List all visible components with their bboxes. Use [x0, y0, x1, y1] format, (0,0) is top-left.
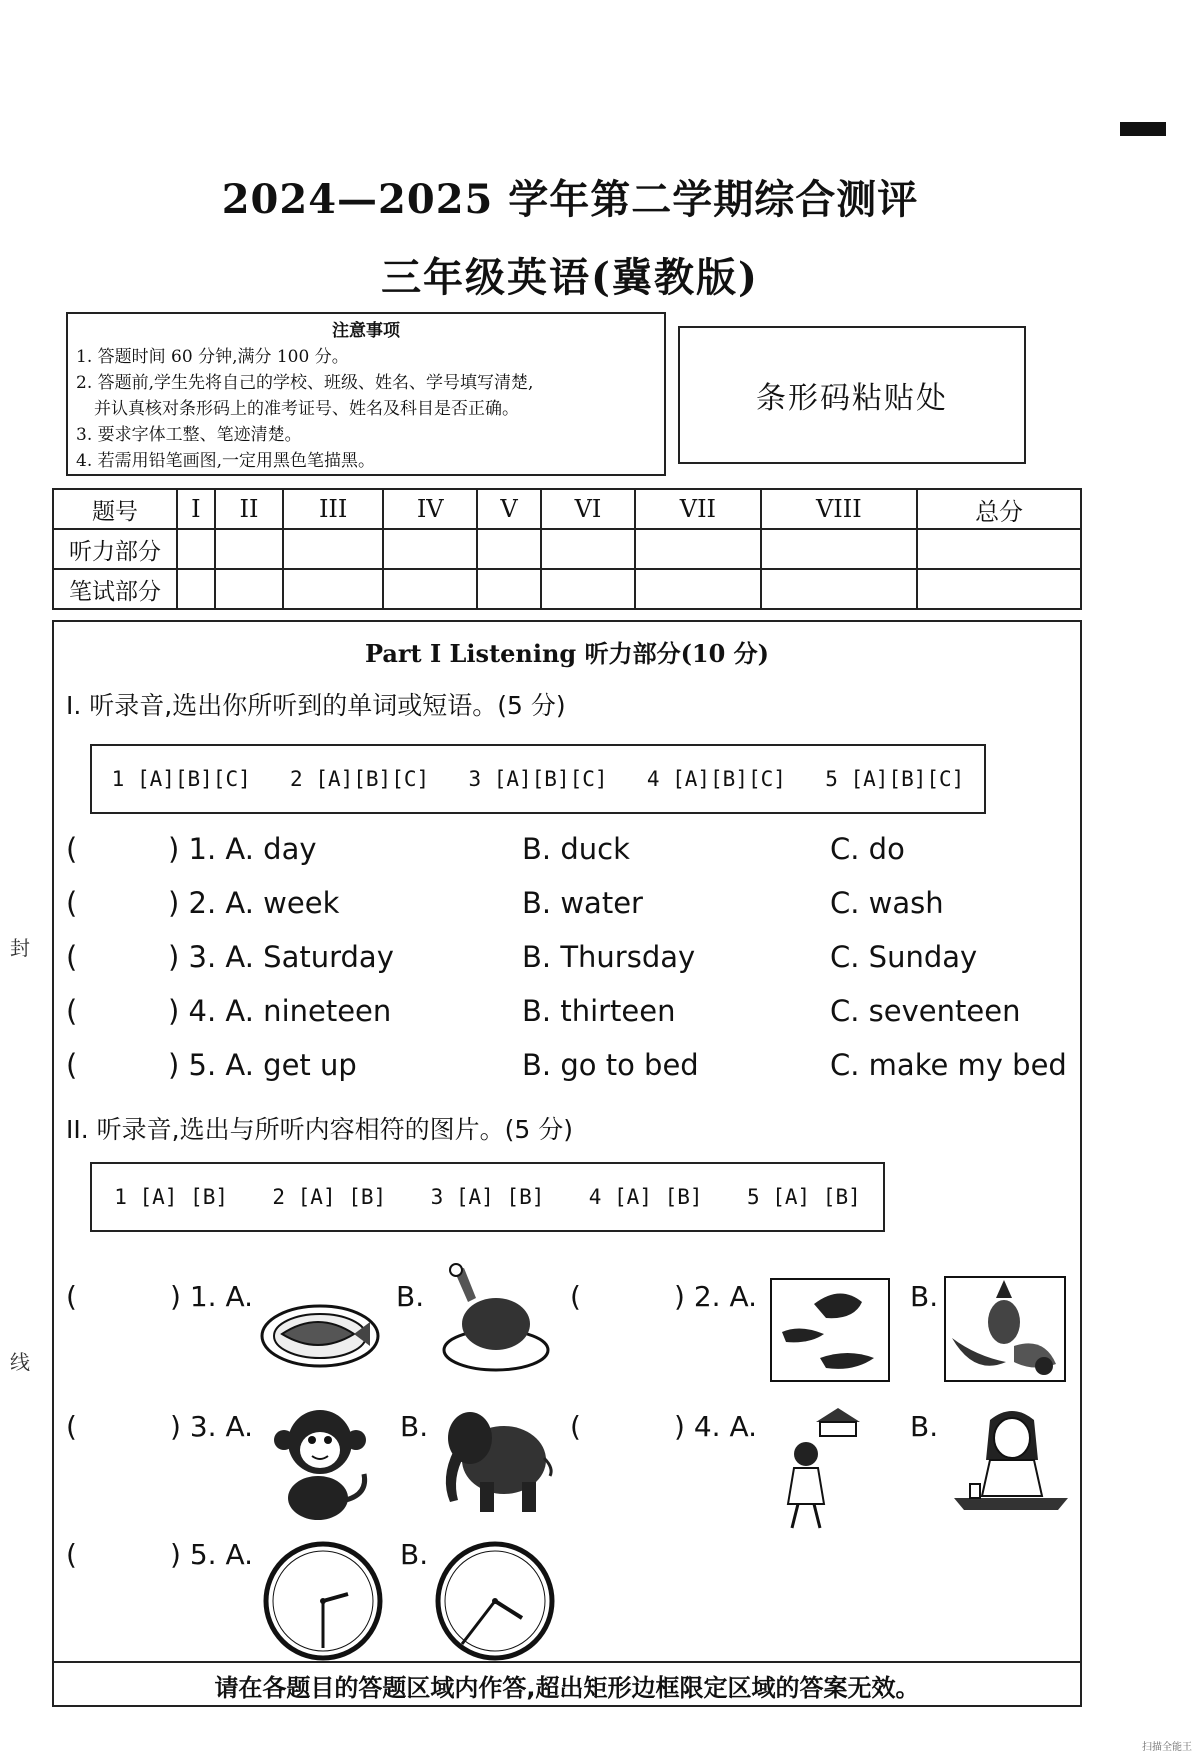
clock-icon — [434, 1540, 556, 1662]
girl-eating-icon — [950, 1404, 1072, 1512]
barcode-label: 条形码粘贴处 — [756, 381, 948, 416]
option-a: ) 4. A. nineteen — [168, 994, 392, 1028]
answer-paren[interactable]: ( — [66, 886, 78, 920]
score-cell[interactable] — [541, 569, 635, 609]
score-cell[interactable] — [635, 529, 760, 569]
notice-item: 并认真核对条形码上的准考证号、姓名及科目是否正确。 — [94, 399, 519, 419]
option-a: ) 3. A. Saturday — [168, 940, 394, 974]
question-row — [66, 832, 1066, 880]
score-cell[interactable] — [215, 529, 284, 569]
option-a: ) 1. A. day — [168, 832, 317, 866]
question-row — [66, 1048, 1066, 1096]
fruit-basket-icon — [944, 1276, 1066, 1382]
corner-mark — [1120, 122, 1166, 136]
meat-pieces-icon — [770, 1278, 890, 1382]
answer-choice[interactable]: 2 [A][B][C] — [290, 767, 430, 791]
score-cell[interactable] — [215, 569, 284, 609]
item-label: ) 3. A. — [170, 1410, 254, 1443]
score-cell[interactable] — [477, 529, 540, 569]
question-row — [66, 886, 1066, 934]
score-table — [52, 488, 1082, 610]
score-header-cell: III — [283, 489, 383, 529]
fish-plate-icon — [258, 1290, 382, 1370]
score-cell[interactable] — [177, 569, 215, 609]
footer-text: 请在各题目的答题区域内作答,超出矩形边框限定区域的答案无效。 — [214, 1673, 920, 1702]
exam-title: 2024—2025 学年第二学期综合测评 — [221, 176, 919, 223]
option-b-label: B. — [400, 1410, 429, 1443]
option-c: C. wash — [830, 886, 944, 920]
score-row-label: 听力部分 — [53, 529, 177, 569]
answer-paren[interactable]: ( — [66, 832, 78, 866]
score-cell[interactable] — [383, 529, 477, 569]
score-cell[interactable] — [283, 569, 383, 609]
score-table-header — [53, 489, 1081, 529]
option-c: C. Sunday — [830, 940, 978, 974]
answer-strip-1 — [90, 744, 986, 814]
option-b: B. Thursday — [522, 940, 696, 974]
answer-choice[interactable]: 5 [A] [B] — [746, 1185, 861, 1209]
score-header-cell: 题号 — [53, 489, 177, 529]
score-header-cell: V — [477, 489, 540, 529]
option-b: B. thirteen — [522, 994, 676, 1028]
option-c: C. make my bed — [830, 1048, 1067, 1082]
score-row-label: 笔试部分 — [53, 569, 177, 609]
answer-choice[interactable]: 2 [A] [B] — [272, 1185, 387, 1209]
score-cell[interactable] — [283, 529, 383, 569]
score-cell[interactable] — [761, 569, 918, 609]
picture-item-2 — [570, 1280, 758, 1313]
option-a: ) 5. A. get up — [168, 1048, 357, 1082]
option-b-label: B. — [910, 1410, 939, 1443]
picture-item-3 — [66, 1410, 254, 1443]
score-header-cell: VI — [541, 489, 635, 529]
option-c: C. do — [830, 832, 905, 866]
picture-item-5 — [66, 1538, 254, 1571]
score-row-listening — [53, 529, 1081, 569]
answer-paren[interactable]: ( — [66, 940, 78, 974]
part-title: Part I Listening 听力部分(10 分) — [364, 639, 770, 668]
score-header-cell: I — [177, 489, 215, 529]
exam-subtitle: 三年级英语(冀教版) — [381, 254, 759, 301]
item-label: ) 2. A. — [674, 1280, 758, 1313]
option-b-label: B. — [396, 1280, 425, 1313]
score-cell[interactable] — [541, 529, 635, 569]
answer-paren[interactable]: ( — [66, 994, 78, 1028]
option-b: B. water — [522, 886, 643, 920]
girl-going-to-school-icon — [776, 1400, 886, 1536]
answer-paren[interactable]: ( — [66, 1538, 77, 1571]
answer-choice[interactable]: 1 [A][B][C] — [111, 767, 251, 791]
score-cell[interactable] — [635, 569, 760, 609]
score-cell[interactable] — [917, 529, 1081, 569]
answer-paren[interactable]: ( — [66, 1410, 77, 1443]
score-cell[interactable] — [917, 569, 1081, 609]
question-row — [66, 994, 1066, 1042]
notice-box — [66, 312, 666, 476]
answer-choice[interactable]: 3 [A][B][C] — [468, 767, 608, 791]
item-label: ) 5. A. — [170, 1538, 254, 1571]
barcode-area — [678, 326, 1026, 464]
elephant-icon — [432, 1398, 558, 1516]
answer-choice[interactable]: 5 [A][B][C] — [825, 767, 965, 791]
answer-paren[interactable]: ( — [66, 1048, 78, 1082]
score-header-cell: II — [215, 489, 284, 529]
answer-choice[interactable]: 4 [A][B][C] — [646, 767, 786, 791]
option-b-label: B. — [400, 1538, 429, 1571]
roast-chicken-icon — [438, 1262, 552, 1374]
picture-item-4 — [570, 1410, 758, 1443]
notice-heading: 注意事项 — [332, 321, 400, 341]
option-c: C. seventeen — [830, 994, 1021, 1028]
answer-paren[interactable]: ( — [66, 1280, 77, 1313]
score-row-written — [53, 569, 1081, 609]
score-header-cell: 总分 — [917, 489, 1081, 529]
clock-icon — [262, 1540, 384, 1662]
question-row — [66, 940, 1066, 988]
answer-choice[interactable]: 1 [A] [B] — [114, 1185, 228, 1209]
answer-strip-2 — [90, 1162, 885, 1232]
side-mark-line: 线 — [10, 1350, 30, 1374]
notice-item: 2. 答题前,学生先将自己的学校、班级、姓名、学号填写清楚, — [76, 373, 534, 393]
notice-item: 4. 若需用铅笔画图,一定用黑色笔描黑。 — [76, 451, 376, 471]
item-label: ) 1. A. — [170, 1280, 254, 1313]
option-b: B. go to bed — [522, 1048, 699, 1082]
section-1-title: I. 听录音,选出你所听到的单词或短语。(5 分) — [66, 691, 566, 720]
side-mark-seal: 封 — [10, 936, 30, 960]
score-cell[interactable] — [177, 529, 215, 569]
score-cell[interactable] — [383, 569, 477, 609]
footer-notice — [52, 1661, 1082, 1707]
score-header-cell: VIII — [761, 489, 918, 529]
answer-choice[interactable]: 4 [A] [B] — [588, 1185, 703, 1209]
item-label: ) 4. A. — [674, 1410, 758, 1443]
option-b-label: B. — [910, 1280, 939, 1313]
scanner-watermark: 扫描全能王 — [1142, 1742, 1192, 1753]
answer-paren[interactable]: ( — [570, 1280, 581, 1313]
monkey-icon — [268, 1404, 372, 1522]
option-a: ) 2. A. week — [168, 886, 340, 920]
notice-item: 3. 要求字体工整、笔迹清楚。 — [76, 425, 302, 445]
score-cell[interactable] — [761, 529, 918, 569]
score-header-cell: VII — [635, 489, 760, 529]
score-cell[interactable] — [477, 569, 540, 609]
picture-item-1 — [66, 1280, 254, 1313]
answer-paren[interactable]: ( — [570, 1410, 581, 1443]
notice-item: 1. 答题时间 60 分钟,满分 100 分。 — [76, 347, 349, 367]
section-2-title: II. 听录音,选出与所听内容相符的图片。(5 分) — [66, 1115, 573, 1144]
option-b: B. duck — [522, 832, 630, 866]
answer-choice[interactable]: 3 [A] [B] — [430, 1185, 545, 1209]
score-header-cell: IV — [383, 489, 477, 529]
